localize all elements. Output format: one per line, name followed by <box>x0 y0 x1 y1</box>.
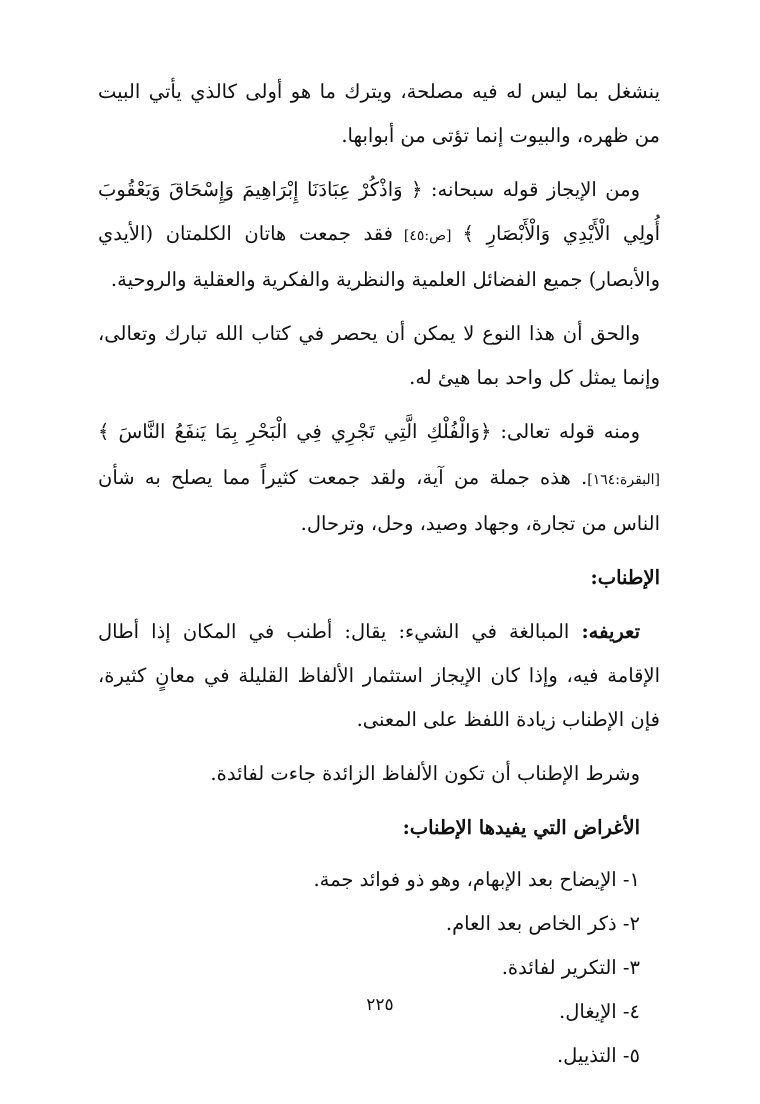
page-body <box>98 70 660 1078</box>
paragraph-lead: ومنه قوله تعالى: <box>491 420 640 443</box>
quran-verse-sad: ﴿ وَاذْكُرْ عِبَادَنَا إِبْرَاهِيمَ وَإِسْحَاقَ وَيَعْقُوبَ أُولِي الْأَيْدِي وَالْأَبْصَارِ ﴾ <box>98 178 661 245</box>
page-number: ٢٢٥ <box>366 995 394 1015</box>
list-item: ٣- التكرير لفائدة. <box>501 956 640 979</box>
paragraph-definition <box>98 610 660 742</box>
paragraph-truth <box>98 312 660 400</box>
paragraph-intro <box>98 70 660 158</box>
paragraph-baqarah-example <box>98 410 660 546</box>
list-item: ٥- التذييل. <box>556 1044 640 1067</box>
definition-text: المبالغة في الشيء: يقال: أطنب في المكان إذا أطال الإقامة فيه، وإذا كان الإيجاز استثمار الألفاظ القليلة في معانٍ كثيرة، فإن الإطناب زيادة اللفظ على المعنى. <box>98 620 660 731</box>
list-item: ٤- الإيغال. <box>559 1000 640 1023</box>
paragraph-explanation: . هذه جملة من آية، ولقد جمعت كثيراً مما يصلح به شأن الناس من تجارة، وجهاد وصيد، وحل، وترحال. <box>98 466 660 535</box>
paragraph-lead: ومن الإيجاز قوله سبحانه: <box>422 178 640 201</box>
list-item: ١- الإيضاح بعد الإبهام، وهو ذو فوائد جمة. <box>313 868 640 891</box>
verse-reference-sad: [ص:٤٥] <box>392 228 463 244</box>
section-heading-itnab: الإطناب: <box>590 566 660 589</box>
verse-reference-baqarah: [البقرة:١٦٤] <box>587 472 660 488</box>
definition-label: تعريفه: <box>581 620 640 643</box>
quran-verse-baqarah: ﴿وَالْفُلْكِ الَّتِي تَجْرِي فِي الْبَحْرِ بِمَا يَنفَعُ النَّاسَ ﴾ <box>98 420 492 443</box>
purposes-heading: الأغراض التي يفيدها الإطناب: <box>402 816 640 839</box>
paragraph-truth-text: والحق أن هذا النوع لا يمكن أن يحصر في كتاب الله تبارك وتعالى، وإنما يمثل كل واحد بما هيئ له. <box>98 322 660 389</box>
purposes-list <box>98 858 660 1078</box>
paragraph-explanation: فقد جمعت هاتان الكلمتان (الأيدي والأبصار) جميع الفضائل العلمية والنظرية والفكرية والعقلية والروحية. <box>98 222 660 291</box>
paragraph-intro-text: ينشغل بما ليس له فيه مصلحة، ويترك ما هو أولى كالذي يأتي البيت من ظهره، والبيوت إنما تؤتى من أبوابها. <box>98 80 660 147</box>
paragraph-ijaz-example <box>98 168 660 302</box>
list-item: ٢- ذكر الخاص بعد العام. <box>445 912 640 935</box>
paragraph-condition: وشرط الإطناب أن تكون الألفاظ الزائدة جاءت لفائدة. <box>210 762 640 785</box>
